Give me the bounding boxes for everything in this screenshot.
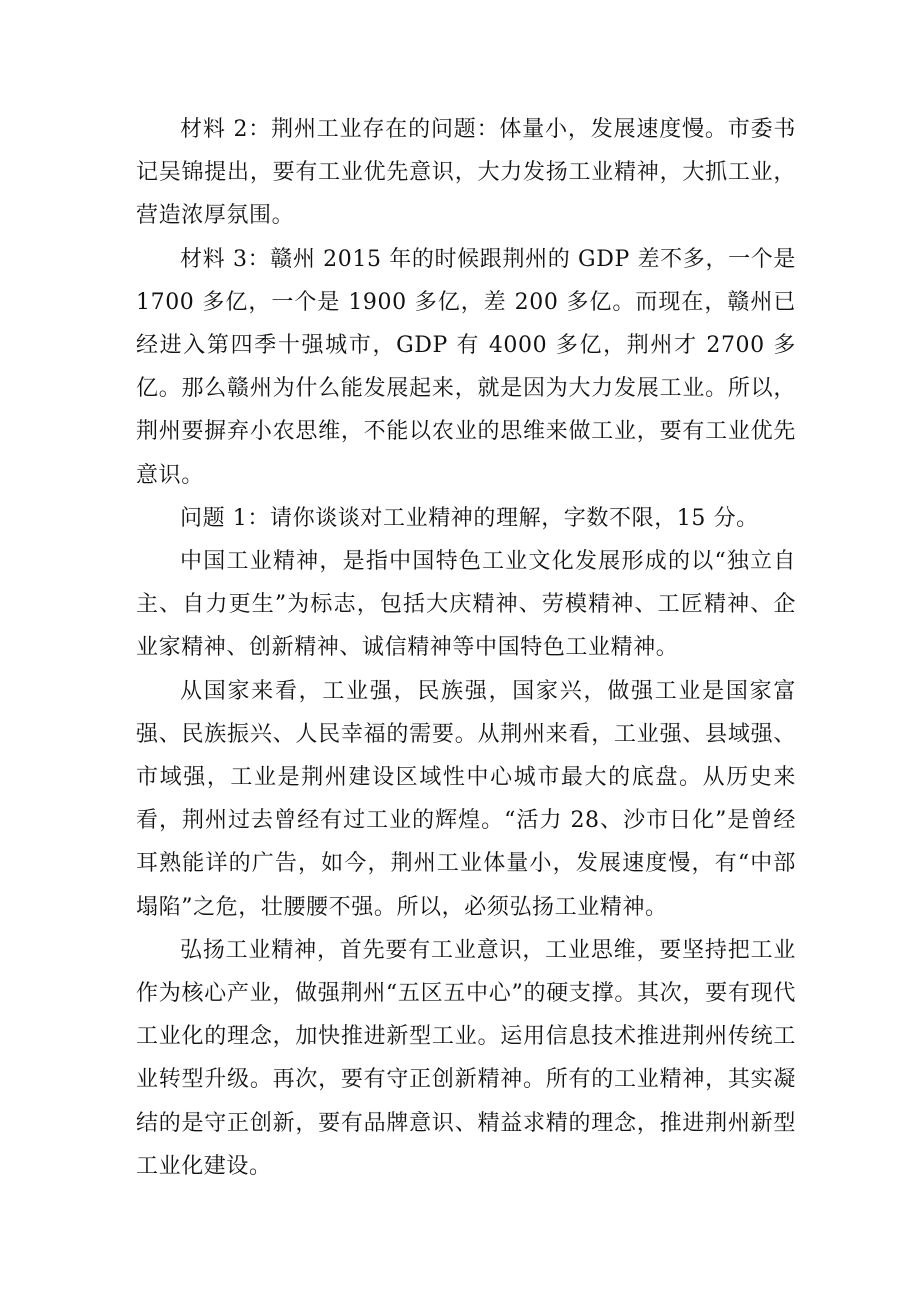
document-body xyxy=(136,108,796,1188)
paragraph-answer-definition: 中国工业精神，是指中国特色工业文化发展形成的以“独立自主、自力更生”为标志，包括大庆精神、劳模精神、工匠精神、企业家精神、创新精神、诚信精神等中国特色工业精神。 xyxy=(136,549,796,661)
paragraph-material-3: 材料 3：赣州 2015 年的时候跟荆州的 GDP 差不多，一个是1700 多亿，一个是 1900 多亿，差 200 多亿。而现在，赣州已经进入第四季十强城市，GDP 有 4000 多亿，荆州才 2700 多亿。那么赣州为什么能发展起来，就是因为大力发展工业。所以，荆州要摒弃小农思维，不能以农业的思维来做工业，要有工业优先意识。 xyxy=(136,246,796,488)
paragraph-answer-measures: 弘扬工业精神，首先要有工业意识，工业思维，要坚持把工业作为核心产业，做强荆州“五区五中心”的硬支撑。其次，要有现代工业化的理念，加快推进新型工业。运用信息技术推进荆州传统工业转型升级。再次，要有守正创新精神。所有的工业精神，其实凝结的是守正创新，要有品牌意识、精益求精的理念，推进荆州新型工业化建设。 xyxy=(136,937,796,1179)
paragraph-material-2: 材料 2：荆州工业存在的问题：体量小，发展速度慢。市委书记吴锦提出，要有工业优先意识，大力发扬工业精神，大抓工业，营造浓厚氛围。 xyxy=(136,117,796,229)
paragraph-question-1: 问题 1：请你谈谈对工业精神的理解，字数不限，15 分。 xyxy=(180,505,759,531)
paragraph-answer-significance: 从国家来看，工业强，民族强，国家兴，做强工业是国家富强、民族振兴、人民幸福的需要。从荆州来看，工业强、县域强、市域强，工业是荆州建设区域性中心城市最大的底盘。从历史来看，荆州过去曾经有过工业的辉煌。“活力 28、沙市日化”是曾经耳熟能详的广告，如今，荆州工业体量小，发展速度慢，有“中部塌陷”之危，壮腰腰不强。所以，必须弘扬工业精神。 xyxy=(136,678,796,920)
